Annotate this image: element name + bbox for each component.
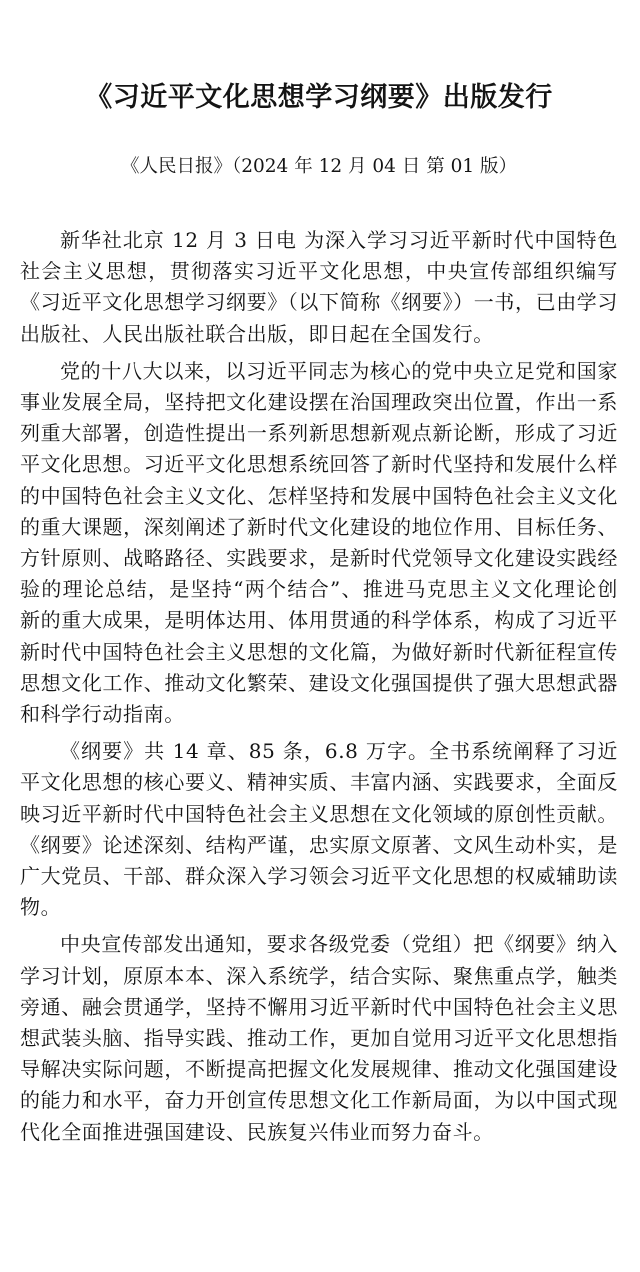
article-body	[20, 225, 618, 1148]
paragraph-1: 新华社北京 12 月 3 日电 为深入学习习近平新时代中国特色社会主义思想，贯彻落实习近平文化思想，中央宣传部组织编写《习近平文化思想学习纲要》（以下简称《纲要》）一书，已由学习出版社、人民出版社联合出版，即日起在全国发行。	[20, 228, 618, 346]
paragraph-2: 党的十八大以来，以习近平同志为核心的党中央立足党和国家事业发展全局，坚持把文化建设摆在治国理政突出位置，作出一系列重大部署，创造性提出一系列新思想新观点新论断，形成了习近平文化思想。习近平文化思想系统回答了新时代坚持和发展什么样的中国特色社会主义文化、怎样坚持和发展中国特色社会主义文化的重大课题，深刻阐述了新时代文化建设的地位作用、目标任务、方针原则、战略路径、实践要求，是新时代党领导文化建设实践经验的理论总结，是坚持“两个结合”、推进马克思主义文化理论创新的重大成果，是明体达用、体用贯通的科学体系，构成了习近平新时代中国特色社会主义思想的文化篇，为做好新时代新征程宣传思想文化工作、推动文化繁荣、建设文化强国提供了强大思想武器和科学行动指南。	[20, 358, 618, 727]
paragraph-3: 《纲要》共 14 章、85 条，6.8 万字。全书系统阐释了习近平文化思想的核心要义、精神实质、丰富内涵、实践要求，全面反映习近平新时代中国特色社会主义思想在文化领域的原创性贡献。《纲要》论述深刻、结构严谨，忠实原文原著、文风生动朴实，是广大党员、干部、群众深入学习领会习近平文化思想的权威辅助读物。	[20, 739, 618, 920]
article-source-line: 《人民日报》（2024 年 12 月 04 日 第 01 版）	[121, 156, 517, 177]
paragraph-4: 中央宣传部发出通知，要求各级党委（党组）把《纲要》纳入学习计划，原原本本、深入系统学，结合实际、聚焦重点学，触类旁通、融会贯通学，坚持不懈用习近平新时代中国特色社会主义思想武装头脑、指导实践、推动工作，更加自觉用习近平文化思想指导解决实际问题，不断提高把握文化发展规律、推动文化强国建设的能力和水平，奋力开创宣传思想文化工作新局面，为以中国式现代化全面推进强国建设、民族复兴伟业而努力奋斗。	[20, 932, 618, 1144]
article-title: 《习近平文化思想学习纲要》出版发行	[85, 82, 553, 113]
